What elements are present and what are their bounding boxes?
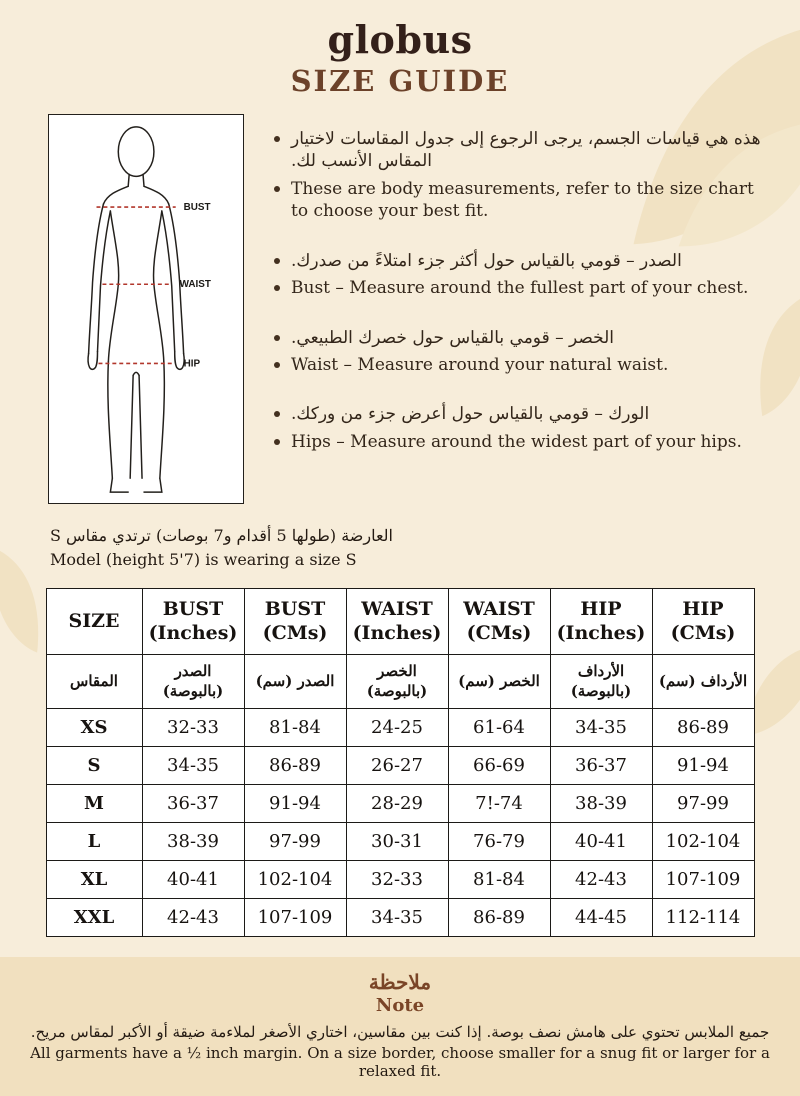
value-cell: 32-33 bbox=[346, 861, 448, 899]
col-header-line2: (CMs) bbox=[466, 621, 532, 644]
col-header-size-ar: المقاس bbox=[46, 655, 142, 709]
table-header-row-en bbox=[46, 588, 754, 655]
value-cell: 40-41 bbox=[142, 861, 244, 899]
value-cell: 66-69 bbox=[448, 747, 550, 785]
bullet-icon bbox=[274, 136, 280, 142]
instruction-text-ar: هذه هي قياسات الجسم، يرجى الرجوع إلى جدول المقاسات لاختيار المقاس الأنسب لك. bbox=[291, 128, 761, 172]
note-body-ar: جميع الملابس تحتوي على هامش نصف بوصة. إذا كنت بين مقاسين، اختاري الأصغر لملاءمة ضيقة أو الأكبر لمقاس مريح. bbox=[30, 1023, 770, 1041]
col-header-bust-in bbox=[142, 588, 244, 655]
note-title-ar: ملاحظة bbox=[368, 970, 432, 994]
value-cell: 38-39 bbox=[142, 823, 244, 861]
value-cell: 40-41 bbox=[550, 823, 652, 861]
instruction-text-en: Waist – Measure around your natural waist. bbox=[291, 354, 669, 375]
instruction-ar bbox=[274, 128, 762, 173]
bullet-icon bbox=[274, 186, 280, 192]
col-header-line2: (Inches) bbox=[556, 621, 646, 644]
waist-label: WAIST bbox=[179, 279, 211, 291]
bullet-icon bbox=[274, 258, 280, 264]
instruction-ar bbox=[274, 327, 762, 349]
value-cell: 7!-74 bbox=[448, 785, 550, 823]
instruction-text-en: These are body measurements, refer to the size chart to choose your best fit. bbox=[291, 178, 754, 222]
bust-label: BUST bbox=[183, 201, 211, 213]
instruction-ar bbox=[274, 403, 762, 425]
size-cell: XS bbox=[46, 709, 142, 747]
value-cell: 86-89 bbox=[448, 899, 550, 937]
value-cell: 38-39 bbox=[550, 785, 652, 823]
value-cell: 42-43 bbox=[550, 861, 652, 899]
instruction-group-intro bbox=[274, 128, 762, 223]
col-header-line1: BUST bbox=[264, 597, 326, 620]
bullet-icon bbox=[274, 335, 280, 341]
instruction-group-hip bbox=[274, 403, 762, 453]
table-row-xs bbox=[46, 709, 754, 747]
value-cell: 76-79 bbox=[448, 823, 550, 861]
value-cell: 28-29 bbox=[346, 785, 448, 823]
hip-label: HIP bbox=[183, 358, 201, 370]
value-cell: 107-109 bbox=[244, 899, 346, 937]
col-header-line2: (CMs) bbox=[262, 621, 328, 644]
page-header bbox=[0, 0, 800, 98]
model-note bbox=[0, 504, 800, 572]
instruction-en bbox=[274, 178, 762, 223]
col-header-hip-in bbox=[550, 588, 652, 655]
bullet-icon bbox=[274, 411, 280, 417]
value-cell: 102-104 bbox=[244, 861, 346, 899]
note-body-en: All garments have a ½ inch margin. On a size border, choose smaller for a snug fit or larger for a relaxed fit. bbox=[30, 1044, 770, 1080]
col-header-hip-in-ar: الأرداف (بالبوصة) bbox=[550, 655, 652, 709]
model-note-en: Model (height 5'7) is wearing a size S bbox=[50, 549, 357, 569]
instruction-en bbox=[274, 277, 762, 299]
value-cell: 30-31 bbox=[346, 823, 448, 861]
col-header-line1: HIP bbox=[682, 597, 724, 620]
instruction-en bbox=[274, 354, 762, 376]
col-header-line1: BUST bbox=[162, 597, 224, 620]
instruction-group-bust bbox=[274, 250, 762, 300]
table-header-row-ar bbox=[46, 655, 754, 709]
col-header-line2: (Inches) bbox=[148, 621, 238, 644]
col-header-line1: WAIST bbox=[361, 597, 433, 620]
brand-logo: globus bbox=[327, 17, 473, 62]
col-header-bust-cm bbox=[244, 588, 346, 655]
size-cell: L bbox=[46, 823, 142, 861]
col-header-bust-cm-ar: الصدر (سم) bbox=[244, 655, 346, 709]
col-header-bust-in-ar: الصدر (بالبوصة) bbox=[142, 655, 244, 709]
size-cell: XXL bbox=[46, 899, 142, 937]
value-cell: 36-37 bbox=[142, 785, 244, 823]
value-cell: 102-104 bbox=[652, 823, 754, 861]
value-cell: 44-45 bbox=[550, 899, 652, 937]
size-cell: XL bbox=[46, 861, 142, 899]
col-header-line1: WAIST bbox=[463, 597, 535, 620]
col-header-size: SIZE bbox=[46, 588, 142, 655]
value-cell: 36-37 bbox=[550, 747, 652, 785]
size-cell: M bbox=[46, 785, 142, 823]
bullet-icon bbox=[274, 362, 280, 368]
value-cell: 34-35 bbox=[550, 709, 652, 747]
instructions-list bbox=[274, 114, 762, 504]
measurement-section bbox=[0, 98, 800, 504]
table-row-xxl bbox=[46, 899, 754, 937]
value-cell: 91-94 bbox=[652, 747, 754, 785]
value-cell: 112-114 bbox=[652, 899, 754, 937]
instruction-text-ar: الخصر – قومي بالقياس حول خصرك الطبيعي. bbox=[291, 327, 615, 348]
value-cell: 24-25 bbox=[346, 709, 448, 747]
value-cell: 107-109 bbox=[652, 861, 754, 899]
table-row-l bbox=[46, 823, 754, 861]
table-row-m bbox=[46, 785, 754, 823]
page-title: SIZE GUIDE bbox=[290, 63, 510, 98]
col-header-line2: (CMs) bbox=[670, 621, 736, 644]
instruction-text-en: Hips – Measure around the widest part of your hips. bbox=[291, 431, 742, 452]
col-header-hip-cm-ar: الأرداف (سم) bbox=[652, 655, 754, 709]
instruction-group-waist bbox=[274, 327, 762, 377]
instruction-text-ar: الصدر – قومي بالقياس حول أكثر جزء امتلاءً من صدرك. bbox=[291, 250, 682, 271]
col-header-waist-in bbox=[346, 588, 448, 655]
instruction-en bbox=[274, 431, 762, 453]
body-figure-box bbox=[48, 114, 244, 504]
bullet-icon bbox=[274, 285, 280, 291]
col-header-line2: (Inches) bbox=[352, 621, 442, 644]
value-cell: 86-89 bbox=[244, 747, 346, 785]
instruction-text-en: Bust – Measure around the fullest part of your chest. bbox=[291, 278, 749, 299]
bullet-icon bbox=[274, 439, 280, 445]
value-cell: 34-35 bbox=[346, 899, 448, 937]
col-header-line1: HIP bbox=[580, 597, 622, 620]
value-cell: 97-99 bbox=[652, 785, 754, 823]
value-cell: 34-35 bbox=[142, 747, 244, 785]
table-row-xl bbox=[46, 861, 754, 899]
body-figure-illustration bbox=[49, 115, 243, 503]
size-cell: S bbox=[46, 747, 142, 785]
value-cell: 42-43 bbox=[142, 899, 244, 937]
instruction-ar bbox=[274, 250, 762, 272]
size-chart-table bbox=[46, 588, 755, 938]
col-header-waist-cm-ar: الخصر (سم) bbox=[448, 655, 550, 709]
value-cell: 81-84 bbox=[448, 861, 550, 899]
value-cell: 81-84 bbox=[244, 709, 346, 747]
table-row-s bbox=[46, 747, 754, 785]
note-title-en: Note bbox=[375, 995, 425, 1016]
value-cell: 26-27 bbox=[346, 747, 448, 785]
model-note-ar: العارضة (طولها 5 أقدام و7 بوصات) ترتدي مقاس S bbox=[50, 525, 393, 545]
value-cell: 32-33 bbox=[142, 709, 244, 747]
col-header-waist-in-ar: الخصر (بالبوصة) bbox=[346, 655, 448, 709]
col-header-waist-cm bbox=[448, 588, 550, 655]
value-cell: 61-64 bbox=[448, 709, 550, 747]
note-band bbox=[0, 957, 800, 1096]
value-cell: 91-94 bbox=[244, 785, 346, 823]
col-header-hip-cm bbox=[652, 588, 754, 655]
instruction-text-ar: الورك – قومي بالقياس حول أعرض جزء من وركك. bbox=[291, 404, 650, 425]
value-cell: 97-99 bbox=[244, 823, 346, 861]
value-cell: 86-89 bbox=[652, 709, 754, 747]
